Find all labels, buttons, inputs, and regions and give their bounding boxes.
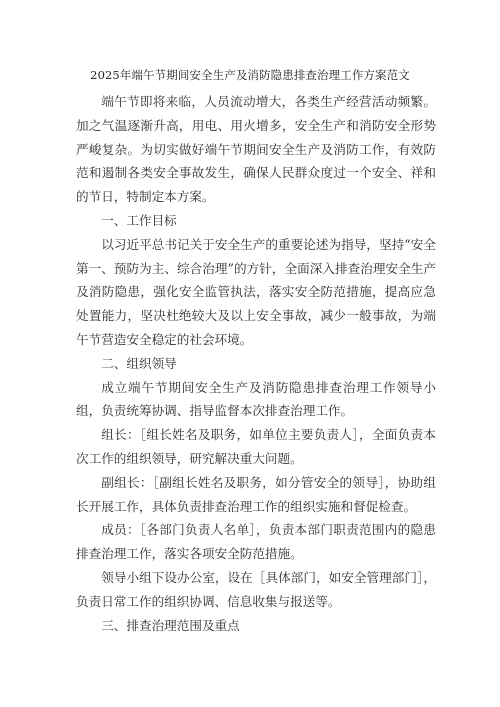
office-paragraph: 领导小组下设办公室，设在［具体部门，如安全管理部门］，负责日常工作的组织协调、信息收集与报送等。 [76,569,436,609]
leadership-paragraph: 成立端午节期间安全生产及消防隐患排查治理工作领导小组，负责统筹协调、指导监督本次排查治理工作。 [76,379,436,419]
deputy-leader-paragraph: 副组长：［副组长姓名及职务，如分管安全的领导］，协助组长开展工作，具体负责排查治理工作的组织实施和督促检查。 [76,474,436,514]
document-body [76,90,436,637]
document-title: 2025年端午节期间安全生产及消防隐患排查治理工作方案范文 [90,68,410,82]
members-paragraph: 成员：［各部门负责人名单］，负责本部门职责范围内的隐患排查治理工作，落实各项安全防范措施。 [76,522,436,562]
goals-paragraph: 以习近平总书记关于安全生产的重要论述为指导，坚持“安全第一、预防为主、综合治理”的方针，全面深入排查治理安全生产及消防隐患，强化安全监管执法，落实安全防范措施，提高应急处置能力，坚决杜绝较大及以上安全事故，减少一般事故，为端午节营造安全稳定的社会环境。 [76,236,436,347]
leader-paragraph: 组长：［组长姓名及职务，如单位主要负责人］，全面负责本次工作的组织领导，研究解决重大问题。 [76,427,436,466]
section-heading-leadership: 二、组织领导 [101,355,177,371]
section-heading-goals: 一、工作目标 [101,212,177,228]
intro-paragraph: 端午节即将来临，人员流动增大，各类生产经营活动频繁。加之气温逐渐升高，用电、用火增多，安全生产和消防安全形势严峻复杂。为切实做好端午节期间安全生产及消防工作，有效防范和遏制各类安全事故发生，确保人民群众度过一个安全、祥和的节日，特制定本方案。 [76,94,436,205]
section-heading-scope: 三、排查治理范围及重点 [101,617,240,633]
